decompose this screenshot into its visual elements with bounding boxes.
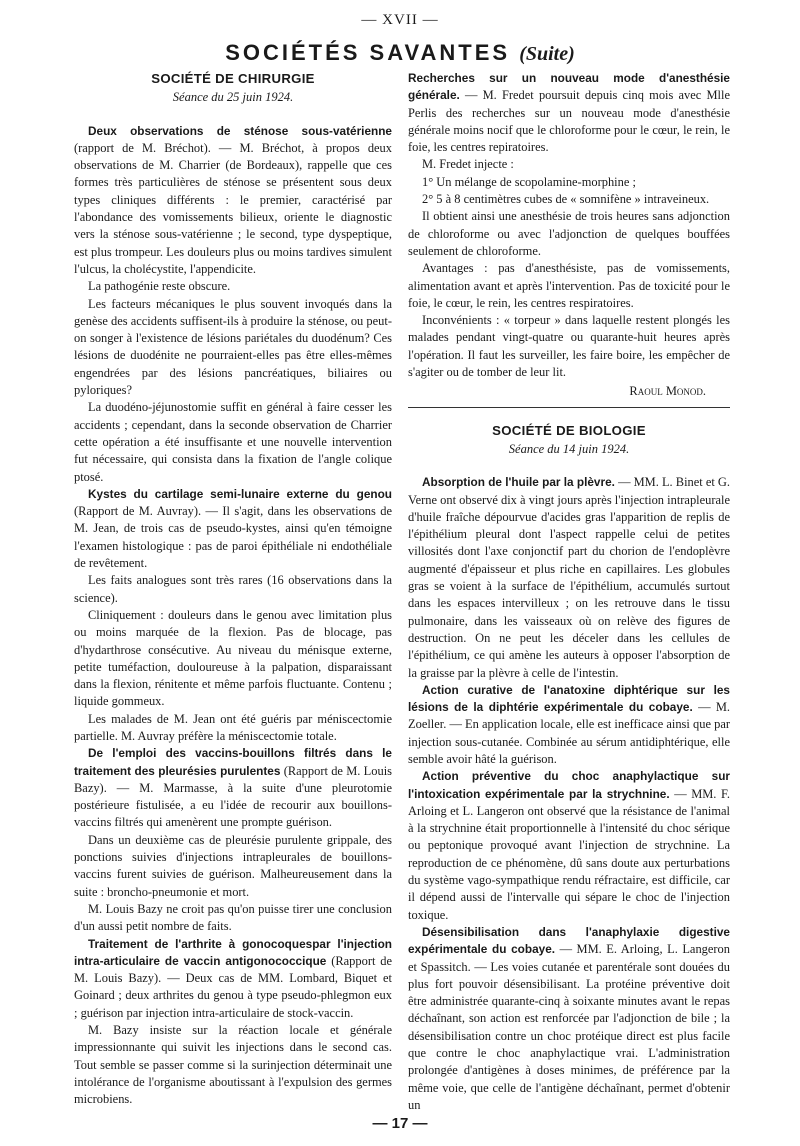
- author-signature: Raoul Monod.: [629, 384, 706, 399]
- page-number: — 17 —: [372, 1115, 428, 1132]
- article-paragraph: M. Bazy insiste sur la réaction locale et générale impressionnante qui suivit les injections dans le second cas. Tout semble se passer comme si la surinjection déterminait une intolérance de l'organisme aboutissant à l'expulsion des germes microbiens.: [74, 1023, 392, 1107]
- section-date-biologie: Séance du 14 juin 1924.: [508, 441, 630, 456]
- article-paragraph: Action curative de l'anatoxine diphtérique sur les lésions de la diphtérie expérimentale du cobaye. — M. Zoeller. — En application locale, elle est inefficace ainsi que par injection sous-cutanée. Combinée au sérum antidiphtérique, elle semble avoir hâté la guérison.: [408, 682, 730, 766]
- article-title: Absorption de l'huile par la plèvre.: [422, 475, 615, 490]
- article-title: De l'emploi des vaccins-bouillons filtrés dans le traitement des pleurésies purulentes: [74, 746, 392, 778]
- article-paragraph: Les malades de M. Jean ont été guéris par méniscectomie partielle. M. Auvray préfère la méniscectomie totale.: [74, 711, 392, 743]
- article-paragraph: De l'emploi des vaccins-bouillons filtrés dans le traitement des pleurésies purulentes (Rapport de M. Louis Bazy). — M. Marmasse, à la suite d'une pleurotomie postérieure fistulisée, a eu l'idée de recourir aux bouillons-vaccins filtrés qui amenèrent une prompte guérison.: [74, 746, 393, 830]
- article-paragraph: Avantages : pas d'anesthésiste, pas de vomissements, alimentation avant et après l'intervention. Pas de toxicité pour le foie, le cœur, le rein, les centres respiratoires.: [408, 261, 730, 310]
- article-title: Action curative de l'anatoxine diphtérique sur les lésions de la diphtérie expérimentale du cobaye.: [408, 682, 730, 715]
- article-paragraph: Désensibilisation dans l'anaphylaxie digestive expérimentale du cobaye. — MM. E. Arloing, L. Langeron et Spassitch. — Les voies cutanée et parentérale sont douées du plus fort pouvoir désensibilisant. La protéine préventive doit être administrée quarante-cinq à soixante minutes avant le repas déchaînant, son action est renforcée par l'adjonction de bile ; la désensibilisation contre un choc protéique direct est plus facile que contre le choc anaphylactique vrai. L'administration prolongée d'antigènes à doses minimes, de préférence par la même voie, que celle de l'antigène déchaînant, permet d'obtenir un: [408, 924, 730, 1112]
- article-title: Traitement de l'arthrite à gonocoquespar l'injection intra-articulaire de vaccin antigonococcique: [74, 936, 392, 968]
- article-paragraph: La pathogénie reste obscure.: [88, 279, 231, 294]
- roman-page-number: — XVII —: [361, 12, 439, 28]
- article-paragraph: Absorption de l'huile par la plèvre. — MM. L. Binet et G. Verne ont observé dix à vingt jours après l'injection intrapleurale d'huile fraîche dépourvue d'acides gras l'apparition de replis de l'épithélium pleural dont l'aspect rappelle celui de petites villosités dont l'axe conjonctif part du chorion de l'endoplèvre augmenté d'épaisseur et plus riche en capillaires. Les globules gras se voient à la surface de l'épithélium, accumulés surtout dans les espaces intervilleux ; on les retrouve dans le tissu pulmonaire, dans les vaisseaux où on relève des figures de destruction. On ne peut les déceler dans les cellules de l'épithélium, ce qui amène les auteurs à opposer l'absorption de la graisse par la plèvre à celle de l'intestin.: [408, 475, 731, 680]
- article-title: Deux observations de sténose sous-vatérienne: [88, 123, 392, 138]
- section-heading-chirurgie: SOCIÉTÉ DE CHIRURGIE: [151, 71, 315, 86]
- article-paragraph: Kystes du cartilage semi-lunaire externe du genou (Rapport de M. Auvray). — Il s'agit, dans les observations de M. Jean, de trois cas de pseudo-kystes, ainsi qu'en témoigne l'examen histologique : pas de paroi épithéliale ni endothéliale de revêtement.: [74, 486, 392, 571]
- article-paragraph: La duodéno-jéjunostomie suffit en général à faire cesser les accidents ; cependant, dans la seconde observation de Charrier cette opération a été insuffisante et une nouvelle intervention fut nécessaire, qui consista dans la fixation de l'angle colique ptosé.: [74, 400, 392, 484]
- page-title: [0, 40, 800, 66]
- article-paragraph: Traitement de l'arthrite à gonocoquespar l'injection intra-articulaire de vaccin antigonococcique (Rapport de M. Louis Bazy). — Deux cas de MM. Lombard, Biquet et Goinard ; deux arthrites du genou à type pseudo-phlegmon eux ; guérison par injection intra-articulaire de stock-vaccin.: [74, 936, 392, 1020]
- article-title: Recherches sur un nouveau mode d'anesthésie générale.: [408, 71, 730, 103]
- article-title: Kystes du cartilage semi-lunaire externe du genou: [88, 486, 392, 501]
- section-heading-biologie: SOCIÉTÉ DE BIOLOGIE: [492, 422, 646, 438]
- section-divider: [408, 407, 730, 408]
- article-paragraph: 2° 5 à 8 centimètres cubes de « somnifène » intraveineux.: [422, 192, 710, 207]
- article-paragraph: Recherches sur un nouveau mode d'anesthésie générale. — M. Fredet poursuit depuis cinq mois avec Mlle Perlis des recherches sur un nouveau mode d'anesthésie générale moins nocif que le chloroforme pour le cœur, le rein, le foie, les centres repiratoires.: [408, 71, 730, 155]
- article-paragraph: M. Louis Bazy ne croit pas qu'on puisse tirer une conclusion d'un aussi petit nombre de faits.: [74, 901, 392, 934]
- article-title: Désensibilisation dans l'anaphylaxie digestive expérimentale du cobaye.: [408, 924, 730, 957]
- article-paragraph: Cliniquement : douleurs dans le genou avec limitation plus ou moins marquée de la flexion. Pas de blocage, pas d'hydarthrose consécutive. Au niveau du ménisque externe, petite tuméfaction, douloureuse à la palpation, disparaissant dans la flexion, rénitente et même parfois fluctuante. Contenu ; liquide gommeux.: [74, 607, 392, 709]
- article-title: Action préventive du choc anaphylactique sur l'intoxication expérimentale par la strychnine.: [408, 769, 730, 801]
- title-suffix: (Suite): [519, 43, 575, 65]
- left-column: [74, 70, 392, 1109]
- article-paragraph: 1° Un mélange de scopolamine-morphine ;: [422, 174, 636, 189]
- title-text: SOCIÉTÉS SAVANTES: [225, 40, 511, 65]
- article-paragraph: Inconvénients : « torpeur » dans laquelle restent plongés les malades pendant vingt-quatre ou quarante-huit heures après l'opération. Il faut les surveiller, les faire boire, les empêcher de s'agiter ou de tomber de leur lit.: [408, 313, 730, 380]
- article-paragraph: Deux observations de sténose sous-vatérienne (rapport de M. Bréchot). — M. Bréchot, à propos deux observations de M. Charrier (de Bordeaux), rappelle que ces formes très particulières de sténose se présentent sous deux types cliniques différents : le premier, caractérisé par l'abondance des vomissements bilieux, oriente le diagnostic vers la sténose sous-vatérienne ; le second, type dyspeptique, est plus trompeur. Les douleurs plus ou moins tardives simulent l'ulcus, la cholécystite, l'appendicite.: [74, 123, 392, 276]
- article-paragraph: Il obtient ainsi une anesthésie de trois heures sans adjonction de chloroforme ou avec l'adjonction de quelques bouffées seulement de chloroforme.: [408, 209, 730, 258]
- article-paragraph: Dans un deuxième cas de pleurésie purulente grippale, des ponctions suivies d'injections intrapleurales de bouillons-vaccins furent suivies de guérison. Malheureusement dans la suite : broncho-pneumonie et mort.: [74, 832, 392, 899]
- right-column: [408, 70, 730, 1114]
- section-date-chirurgie: Séance du 25 juin 1924.: [172, 90, 294, 105]
- article-paragraph: M. Fredet injecte :: [422, 157, 514, 172]
- article-paragraph: Les facteurs mécaniques le plus souvent invoqués dans la genèse des accidents suffisent-ils à produire la sténose, ou peut-on songer à l'existence de lésions pariétales du duodénum? Ces lésions de duodénite ne pourraient-elles pas être elles-mêmes engendrées par des lésions pancréatiques, biliaires ou pyloriques?: [74, 296, 392, 398]
- article-paragraph: Les faits analogues sont très rares (16 observations dans la science).: [74, 573, 392, 605]
- article-paragraph: Action préventive du choc anaphylactique sur l'intoxication expérimentale par la strychnine. — MM. F. Arloing et L. Langeron ont observé que la résistance de l'animal à la strychnine était proportionnelle à l'intensité du choc sérique ou peptonique provoqué avant l'injection de strychnine. La reproduction de ce phénomène, dû sans doute aux perturbations du système vago-sympathique rendu réfractaire, est difficile, car il dépend aussi de l'intervalle qui sépare le choc de l'injection toxique.: [408, 769, 731, 922]
